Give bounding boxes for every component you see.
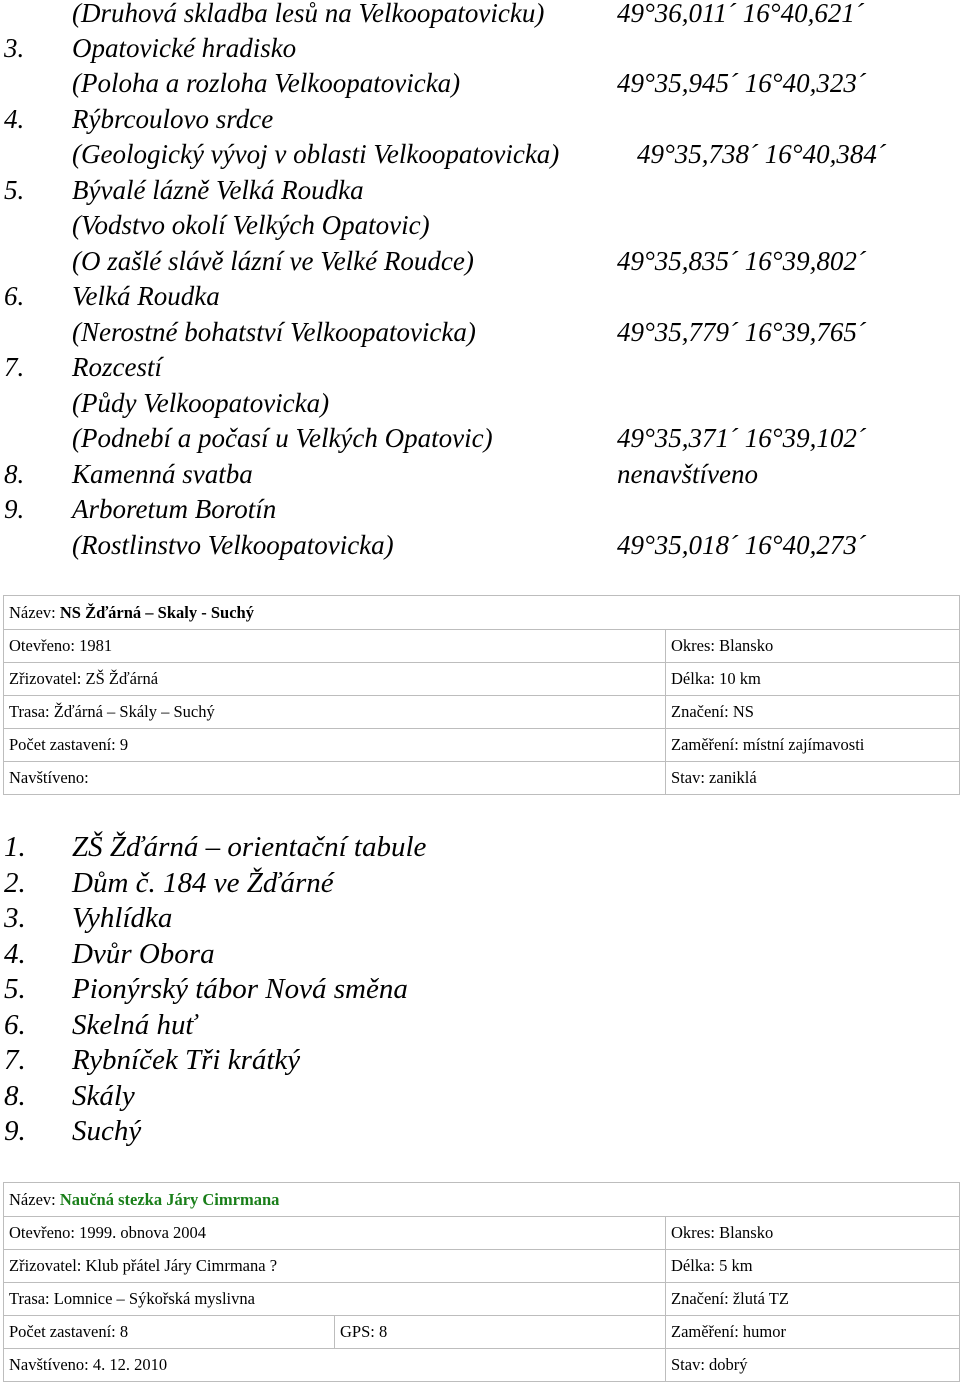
table-cell: Otevřeno: 1999. obnova 2004 [4, 1217, 666, 1250]
list-item-number: 6. [4, 1009, 26, 1041]
table-cell: Stav: zaniklá [666, 762, 960, 795]
list-item-text: (Poloha a rozloha Velkoopatovicka) [72, 68, 461, 98]
list-item-text: Dům č. 184 ve Žďárné [72, 867, 334, 899]
gps-coordinates: 49°35,371´ 16°39,102´ [617, 423, 866, 453]
trail-name-label: Název: [9, 1189, 56, 1209]
table-cell: Okres: Blansko [666, 630, 960, 663]
table-cell: GPS: 8 [335, 1316, 666, 1349]
list-item-number: 4. [4, 104, 25, 134]
table-cell: Značení: NS [666, 696, 960, 729]
table-row [4, 663, 960, 696]
gps-coordinates: 49°35,779´ 16°39,765´ [617, 317, 866, 347]
list-item-text: Kamenná svatba [72, 459, 253, 489]
table-cell: Značení: žlutá TZ [666, 1283, 960, 1316]
list-item-number: 7. [4, 352, 25, 382]
table-row [4, 696, 960, 729]
table-cell: Počet zastavení: 9 [4, 729, 666, 762]
gps-coordinates: 49°35,738´ 16°40,384´ [637, 139, 886, 169]
list-item-text: Bývalé lázně Velká Roudka [72, 175, 364, 205]
visit-status: nenavštíveno [617, 459, 758, 489]
trail-name-cell [4, 1183, 960, 1217]
list-item-number: 4. [4, 938, 26, 970]
list-item-number: 2. [4, 867, 26, 899]
list-item-text: Suchý [72, 1115, 142, 1147]
list-item-number: 9. [4, 1115, 26, 1147]
table-cell: Zřizovatel: Klub přátel Járy Cimrmana ? [4, 1250, 666, 1283]
list-item-text: Skelná huť [72, 1009, 197, 1041]
table-cell: Navštíveno: 4. 12. 2010 [4, 1349, 666, 1382]
trail-info-table-1 [3, 595, 960, 795]
gps-coordinates: 49°35,018´ 16°40,273´ [617, 530, 866, 560]
list-item-number: 5. [4, 175, 25, 205]
table-cell: Okres: Blansko [666, 1217, 960, 1250]
list-item-text: (Druhová skladba lesů na Velkoopatovicku) [72, 0, 545, 28]
list-item-text: Rybníček Tři krátký [72, 1044, 301, 1076]
list-item-number: 5. [4, 973, 26, 1005]
list-item-text: (Podnebí a počasí u Velkých Opatovic) [72, 423, 493, 453]
list-item-number: 6. [4, 281, 25, 311]
table-cell: Počet zastavení: 8 [4, 1316, 335, 1349]
trail-info-table-2 [3, 1182, 960, 1382]
table-row [4, 1183, 960, 1217]
table-cell: Navštíveno: [4, 762, 666, 795]
list-item-text: Opatovické hradisko [72, 33, 297, 63]
trail-name-cell [4, 596, 960, 630]
trail-name-value: NS Žďárná – Skaly - Suchý [59, 602, 254, 622]
trail-name-value: Naučná stezka Járy Cimrmana [59, 1189, 280, 1209]
table-row [4, 729, 960, 762]
list-item-text: Dvůr Obora [72, 938, 215, 970]
list-item-text: (Nerostné bohatství Velkoopatovicka) [72, 317, 476, 347]
table-row [4, 630, 960, 663]
table-row [4, 1283, 960, 1316]
table-cell: Zřizovatel: ZŠ Žďárná [4, 663, 666, 696]
list-item-text: Pionýrský tábor Nová směna [72, 973, 408, 1005]
list-item-text: Velká Roudka [72, 281, 220, 311]
list-item-text: ZŠ Žďárná – orientační tabule [72, 831, 427, 863]
list-item-text: (O zašlé slávě lázní ve Velké Roudce) [72, 246, 474, 276]
list-item-text: Rýbrcoulovo srdce [72, 104, 274, 134]
table-row [4, 1349, 960, 1382]
table-cell: Otevřeno: 1981 [4, 630, 666, 663]
table-cell: Stav: dobrý [666, 1349, 960, 1382]
gps-coordinates: 49°35,945´ 16°40,323´ [617, 68, 866, 98]
table-cell: Zaměření: místní zajímavosti [666, 729, 960, 762]
table-row [4, 762, 960, 795]
list-item-text: (Rostlinstvo Velkoopatovicka) [72, 530, 394, 560]
table-cell: Délka: 10 km [666, 663, 960, 696]
list-item-text: Arboretum Borotín [72, 494, 277, 524]
list-item-number: 9. [4, 494, 25, 524]
table-row [4, 1316, 960, 1349]
trail-name-label: Název: [9, 602, 56, 622]
gps-coordinates: 49°35,835´ 16°39,802´ [617, 246, 866, 276]
list-item-text: (Půdy Velkoopatovicka) [72, 388, 330, 418]
table-cell: Zaměření: humor [666, 1316, 960, 1349]
list-item-number: 1. [4, 831, 26, 863]
table-row [4, 1217, 960, 1250]
list-item-text: (Geologický vývoj v oblasti Velkoopatovicka) [72, 139, 560, 169]
list-item-number: 8. [4, 459, 25, 489]
table-row [4, 596, 960, 630]
gps-coordinates: 49°36,011´ 16°40,621´ [617, 0, 864, 28]
list-item-number: 3. [4, 33, 25, 63]
table-row [4, 1250, 960, 1283]
list-item-number: 7. [4, 1044, 26, 1076]
list-item-text: Skály [72, 1080, 135, 1112]
list-item-number: 3. [4, 902, 26, 934]
table-cell: Délka: 5 km [666, 1250, 960, 1283]
list-item-number: 8. [4, 1080, 26, 1112]
list-item-text: Rozcestí [72, 352, 162, 382]
table-cell: Trasa: Žďárná – Skály – Suchý [4, 696, 666, 729]
list-item-text: (Vodstvo okolí Velkých Opatovic) [72, 210, 430, 240]
list-item-text: Vyhlídka [72, 902, 173, 934]
table-cell: Trasa: Lomnice – Sýkořská myslivna [4, 1283, 666, 1316]
